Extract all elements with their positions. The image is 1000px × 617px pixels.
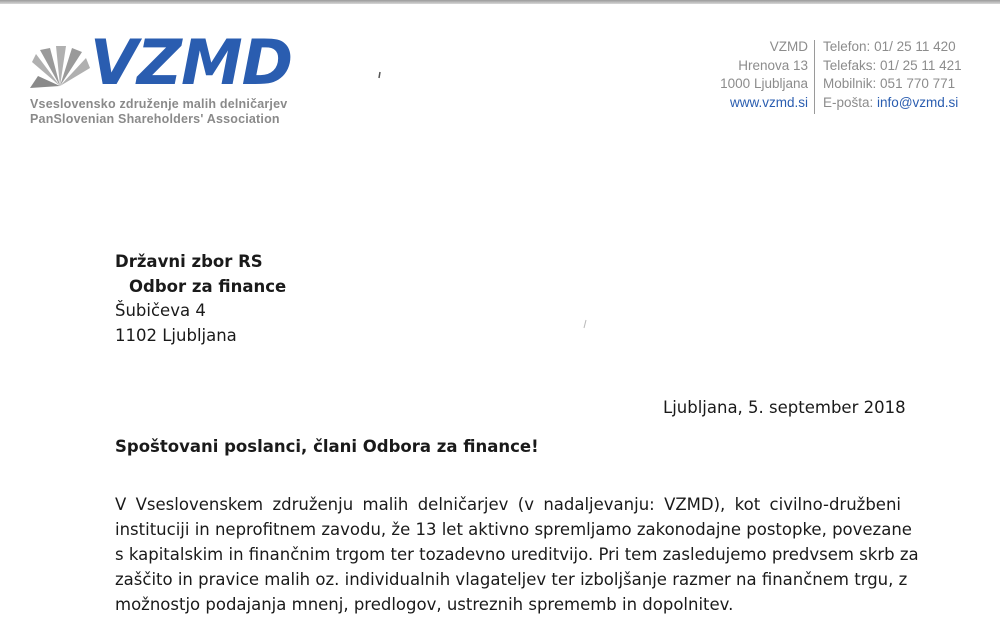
starburst-logo-icon <box>30 44 92 90</box>
body-line: instituciji in neprofitnem zavodu, že 13 let aktivno spremljamo zakonodajne postopke, povezane <box>115 520 912 539</box>
contact-divider <box>814 40 815 114</box>
fax-row <box>823 57 962 76</box>
logo-tagline-en: PanSlovenian Shareholders' Association <box>30 112 280 126</box>
recipient-line-1: Državni zbor RS <box>115 252 263 271</box>
fax-label: Telefaks: <box>823 57 877 73</box>
postal-city: 1000 Ljubljana <box>720 76 808 91</box>
salutation: Spoštovani poslanci, člani Odbora za finance! <box>115 437 539 456</box>
org-name: VZMD <box>769 39 808 54</box>
vzmd-logo <box>30 26 310 130</box>
logo-tagline-sl: Vseslovensko združenje malih delničarjev <box>30 97 288 111</box>
street-address: Hrenova 13 <box>738 57 808 73</box>
body-line: možnostjo podajanja mnenj, predlogov, ustreznih sprememb in dopolnitev. <box>115 595 734 614</box>
fax-value: 01/ 25 11 421 <box>880 57 962 73</box>
website-link[interactable]: www.vzmd.si <box>729 94 808 110</box>
logo-wordmark: VZMD <box>90 26 293 99</box>
phone-block <box>823 38 962 112</box>
mobile-value: 051 770 771 <box>880 76 956 91</box>
letter-body <box>115 492 919 617</box>
recipient-address <box>115 250 286 348</box>
recipient-line-3: Šubičeva 4 <box>115 301 206 320</box>
scan-edge <box>0 0 1000 4</box>
phone-value: 01/ 25 11 420 <box>874 39 956 54</box>
email-link[interactable]: info@vzmd.si <box>877 94 959 110</box>
recipient-line-2: Odbor za finance <box>129 276 287 296</box>
letter-date: Ljubljana, 5. september 2018 <box>663 398 906 417</box>
body-line: s kapitalskim in finančnim trgom ter tozadevno ureditvijo. Pri tem zasledujemo predvsem skrb za <box>115 545 919 564</box>
mobile-row <box>823 75 962 94</box>
phone-label: Telefon: <box>823 39 871 54</box>
body-line: zaščito in pravice malih oz. individualnih vlagateljev ter izboljšanje razmer na finančnem trgu, z <box>115 570 908 589</box>
phone-row <box>823 38 962 57</box>
address-block <box>720 38 808 112</box>
email-label: E-pošta: <box>823 94 874 110</box>
email-row <box>823 94 962 113</box>
body-line: V Vseslovenskem združenju malih delničarjev (v nadaljevanju: VZMD), kot civilno-družbeni <box>115 495 901 514</box>
recipient-line-4: 1102 Ljubljana <box>115 325 237 345</box>
mobile-label: Mobilnik: <box>823 76 877 91</box>
